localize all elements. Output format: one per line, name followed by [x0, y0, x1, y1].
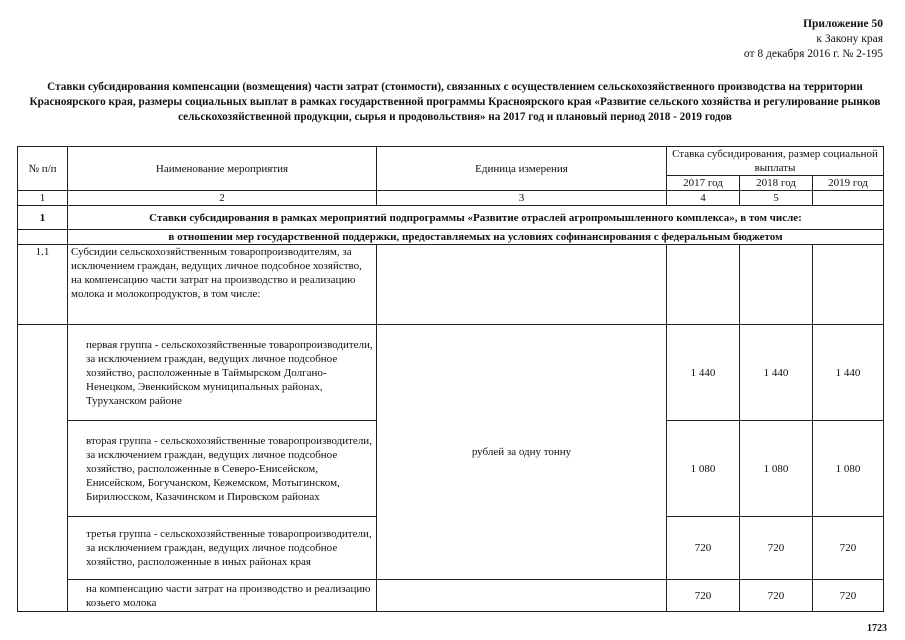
subsection-row: [18, 230, 884, 245]
row-1-1-text: Субсидии сельскохозяйственным товаропроизводителям, за исключением граждан, ведущих личное подсобное хозяйство, на компенсацию части затрат на производство и реализацию молока и молокопродуктов, в том числе:: [68, 245, 377, 325]
col-number: 5: [740, 191, 813, 206]
appendix-title: Приложение 50: [803, 18, 883, 30]
header-row: [18, 147, 884, 176]
rates-table: [17, 146, 884, 612]
subsection-text: в отношении мер государственной поддержки, предоставляемых на условиях софинансирования с федеральным бюджетом: [68, 230, 884, 245]
header-2017: 2017 год: [667, 176, 740, 191]
column-number-row: [18, 191, 884, 206]
page-number: 1723: [867, 623, 887, 634]
col-number: 1: [18, 191, 68, 206]
header-name: Наименование мероприятия: [68, 147, 377, 191]
value-2018: 1 440: [740, 325, 813, 421]
col-number: 3: [377, 191, 667, 206]
value-2017: 1 440: [667, 325, 740, 421]
unit-cell: рублей за одну тонну: [377, 325, 667, 580]
header-rate: Ставка субсидирования, размер социальной выплаты: [667, 147, 884, 176]
section-row: [18, 206, 884, 230]
appendix-header: [744, 17, 883, 62]
section-text: Ставки субсидирования в рамках мероприятий подпрограммы «Развитие отраслей агропромышленного комплекса», в том числе:: [68, 206, 884, 230]
header-num: № п/п: [18, 147, 68, 191]
value-2017: 1 080: [667, 421, 740, 517]
value-2018: 720: [740, 517, 813, 580]
col-number: 2: [68, 191, 377, 206]
row-1-1: [18, 245, 884, 325]
header-unit: Единица измерения: [377, 147, 667, 191]
value-2018: 1 080: [740, 421, 813, 517]
section-num: 1: [18, 206, 68, 230]
col-number: 4: [667, 191, 740, 206]
row-text: первая группа - сельскохозяйственные товаропроизводители, за исключением граждан, ведущих личное подсобное хозяйство, расположенные в Таймырском Долгано-Ненецком, Эвенкийском муниципальных районах, Туруханском районе: [68, 325, 377, 421]
col-number: [813, 191, 884, 206]
table-row: [18, 580, 884, 612]
header-2018: 2018 год: [740, 176, 813, 191]
appendix-line1: к Закону края: [816, 33, 883, 45]
value-2019: 1 440: [813, 325, 884, 421]
value-2019: 720: [813, 517, 884, 580]
appendix-line2: от 8 декабря 2016 г. № 2-195: [743, 48, 883, 60]
value-2019: 1 080: [813, 421, 884, 517]
value-2019: 720: [813, 580, 884, 612]
table-row: [18, 325, 884, 421]
value-2017: 720: [667, 517, 740, 580]
row-1-1-num: 1.1: [18, 245, 68, 325]
document-title: Ставки субсидирования компенсации (возмещения) части затрат (стоимости), связанных с осуществлением сельскохозяйственного производства на территории Красноярского края, размеры социальных выплат в рамках государственной программы Красноярского края «Развитие сельского хозяйства и регулирование рынков сельскохозяйственной продукции, сырья и продовольствия» на 2017 год и плановый период 2018 - 2019 годов: [29, 81, 881, 123]
row-text: третья группа - сельскохозяйственные товаропроизводители, за исключением граждан, ведущих личное подсобное хозяйство, расположенные в иных районах края: [68, 517, 377, 580]
value-2018: 720: [740, 580, 813, 612]
value-2017: 720: [667, 580, 740, 612]
row-text: на компенсацию части затрат на производство и реализацию козьего молока: [68, 580, 377, 612]
row-text: вторая группа - сельскохозяйственные товаропроизводители, за исключением граждан, ведущих личное подсобное хозяйство, расположенные в Северо-Енисейском, Енисейском, Богучанском, Кежемском, Мотыгинском, Бирилюсском, Казачинском и Пировском районах: [68, 421, 377, 517]
header-2019: 2019 год: [813, 176, 884, 191]
